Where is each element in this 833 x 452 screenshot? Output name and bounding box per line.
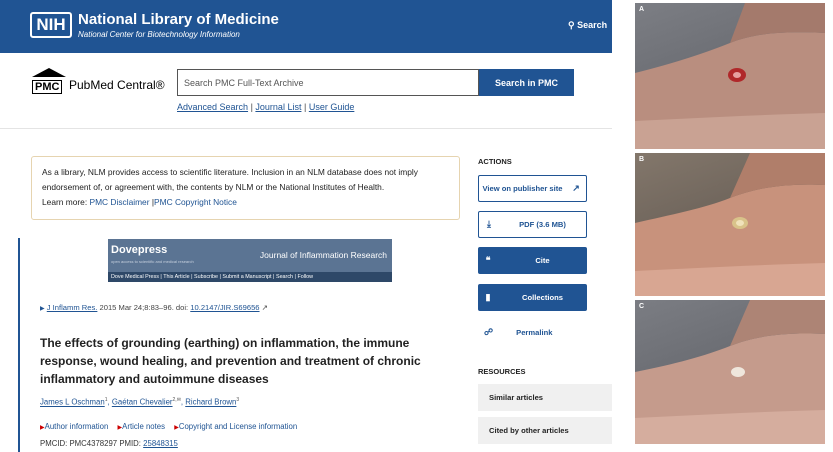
- author-affiliation: 3: [236, 397, 240, 403]
- author-link[interactable]: James L Oschman: [40, 397, 105, 407]
- article-accent-rule: [18, 238, 20, 452]
- wound-photo-a-image: [635, 3, 825, 149]
- expand-triangle-icon: ▶: [40, 306, 45, 312]
- banner-nav-item: This Article: [163, 274, 190, 280]
- wound-photo-c-image: [635, 300, 825, 444]
- author-link[interactable]: Richard Brown: [185, 397, 237, 407]
- pmc-logo[interactable]: [32, 68, 66, 95]
- external-link-icon: ↗: [572, 183, 580, 193]
- header-divider: [0, 128, 612, 129]
- learn-more-label: Learn more:: [42, 197, 88, 207]
- pmc-search-button[interactable]: Search in PMC: [479, 69, 574, 96]
- banner-nav-strip: Dove Medical Press | This Article | Subscribe | Submit a Manuscript | Search | Follow: [108, 272, 392, 282]
- search-icon: ⚲: [568, 20, 575, 30]
- permalink-label: Permalink: [516, 328, 553, 337]
- pmc-logo-text: PMC: [32, 80, 62, 94]
- author-affiliation: 1: [104, 397, 108, 403]
- disclaimer-text: As a library, NLM provides access to scientific literature. Inclusion in an NLM database does not imply endorsement of, or agreement with, the contents by NLM or the National Institutes of Health.: [42, 167, 418, 192]
- nlm-disclaimer: [31, 156, 460, 220]
- pmc-logo-roof-icon: [32, 68, 66, 77]
- collections-button[interactable]: [478, 284, 587, 311]
- dovepress-tagline: open access to scientific and medical research: [111, 259, 194, 264]
- wound-photo-b: [635, 153, 825, 296]
- banner-nav-item: Dove Medical Press: [111, 274, 159, 280]
- actions-heading: ACTIONS: [478, 157, 512, 166]
- expand-triangle-icon: ▶: [117, 425, 123, 431]
- citation-text: 2015 Mar 24;8:83–96. doi:: [97, 303, 191, 312]
- banner-nav-item: Follow: [297, 274, 314, 280]
- author-information-toggle[interactable]: ▶Author information: [40, 422, 109, 431]
- pmc-disclaimer-link[interactable]: PMC Disclaimer: [89, 197, 150, 207]
- pdf-download-button[interactable]: [478, 211, 587, 238]
- bookmark-icon: ▮: [485, 292, 491, 302]
- article-title: The effects of grounding (earthing) on inflammation, the immune response, wound healing, and prevention and treatment of chronic inflammatory and autoimmune diseases: [40, 336, 421, 386]
- download-icon: ⤓: [487, 219, 491, 229]
- author-affiliation: 2,✉: [172, 397, 181, 403]
- nih-logo[interactable]: NIH: [30, 12, 72, 38]
- banner-nav-item: Subscribe: [194, 274, 219, 280]
- nlm-header-bar: [0, 0, 612, 53]
- advanced-search-link[interactable]: Advanced Search: [177, 102, 249, 112]
- author-list: James L Oschman$^1$, Gaétan Chevalier$^{2,✉}$, Richard Brown$^3$: [40, 397, 240, 407]
- cite-button-label: Cite: [535, 256, 550, 265]
- pmc-copyright-link[interactable]: PMC Copyright Notice: [154, 197, 237, 207]
- search-links: [177, 102, 354, 112]
- author-link[interactable]: Gaétan Chevalier: [111, 397, 173, 407]
- header-search-label: Search: [577, 20, 608, 30]
- banner-nav-item: Search: [275, 274, 294, 280]
- nlm-title[interactable]: National Library of Medicine: [78, 11, 279, 28]
- share-icon: ☍: [484, 327, 494, 337]
- wound-photo-panel: [612, 0, 833, 452]
- journal-banner[interactable]: [108, 239, 392, 282]
- external-link-icon: ↗: [261, 303, 269, 312]
- wound-photo-b-image: [635, 153, 825, 296]
- pmid-label: PMID:: [119, 439, 141, 448]
- permalink-button[interactable]: [484, 327, 552, 338]
- article-ids: [40, 439, 178, 448]
- wound-photo-a: [635, 3, 825, 149]
- view-on-publisher-button[interactable]: [478, 175, 587, 202]
- collections-button-label: Collections: [522, 293, 563, 302]
- wound-photo-c: [635, 300, 825, 444]
- article-notes-toggle[interactable]: ▶Article notes: [117, 422, 166, 431]
- article-citation: [40, 303, 268, 312]
- photo-label: A: [639, 6, 645, 13]
- cite-button[interactable]: [478, 247, 587, 274]
- ncbi-subtitle: National Center for Biotechnology Information: [78, 30, 240, 39]
- resources-heading: RESOURCES: [478, 367, 526, 376]
- pmcid-label: PMCID: PMC4378297: [40, 439, 118, 448]
- header-search-button[interactable]: [568, 20, 607, 31]
- dovepress-logo: Dovepress: [111, 244, 168, 256]
- pmc-name[interactable]: PubMed Central®: [69, 78, 165, 92]
- pmid-link[interactable]: 25848315: [143, 439, 178, 448]
- expand-triangle-icon: ▶: [174, 425, 179, 431]
- link-separator: |: [303, 102, 307, 112]
- publisher-button-label: View on publisher site: [482, 184, 563, 193]
- user-guide-link[interactable]: User Guide: [308, 102, 355, 112]
- expand-triangle-icon: ▶: [40, 425, 45, 431]
- cited-by-item[interactable]: Cited by other articles: [478, 417, 612, 444]
- journal-list-link[interactable]: Journal List: [255, 102, 302, 112]
- journal-abbrev-link[interactable]: J Inflamm Res.: [46, 303, 98, 312]
- disclaimer-separator: |: [151, 197, 155, 207]
- pmc-search-input[interactable]: [177, 69, 479, 96]
- photo-label: C: [639, 303, 645, 310]
- similar-articles-item[interactable]: Similar articles: [478, 384, 612, 411]
- copyright-license-toggle[interactable]: ▶Copyright and License information: [174, 422, 298, 431]
- link-separator: |: [250, 102, 253, 112]
- doi-link[interactable]: 10.2147/JIR.S69656: [190, 303, 260, 312]
- banner-journal-name: Journal of Inflammation Research: [259, 250, 387, 260]
- pdf-button-label: PDF (3.6 MB): [519, 220, 566, 229]
- banner-nav-item: Submit a Manuscript: [222, 274, 272, 280]
- quote-icon: ❝: [485, 255, 491, 265]
- article-info-links: [40, 422, 304, 431]
- photo-label: B: [639, 156, 645, 163]
